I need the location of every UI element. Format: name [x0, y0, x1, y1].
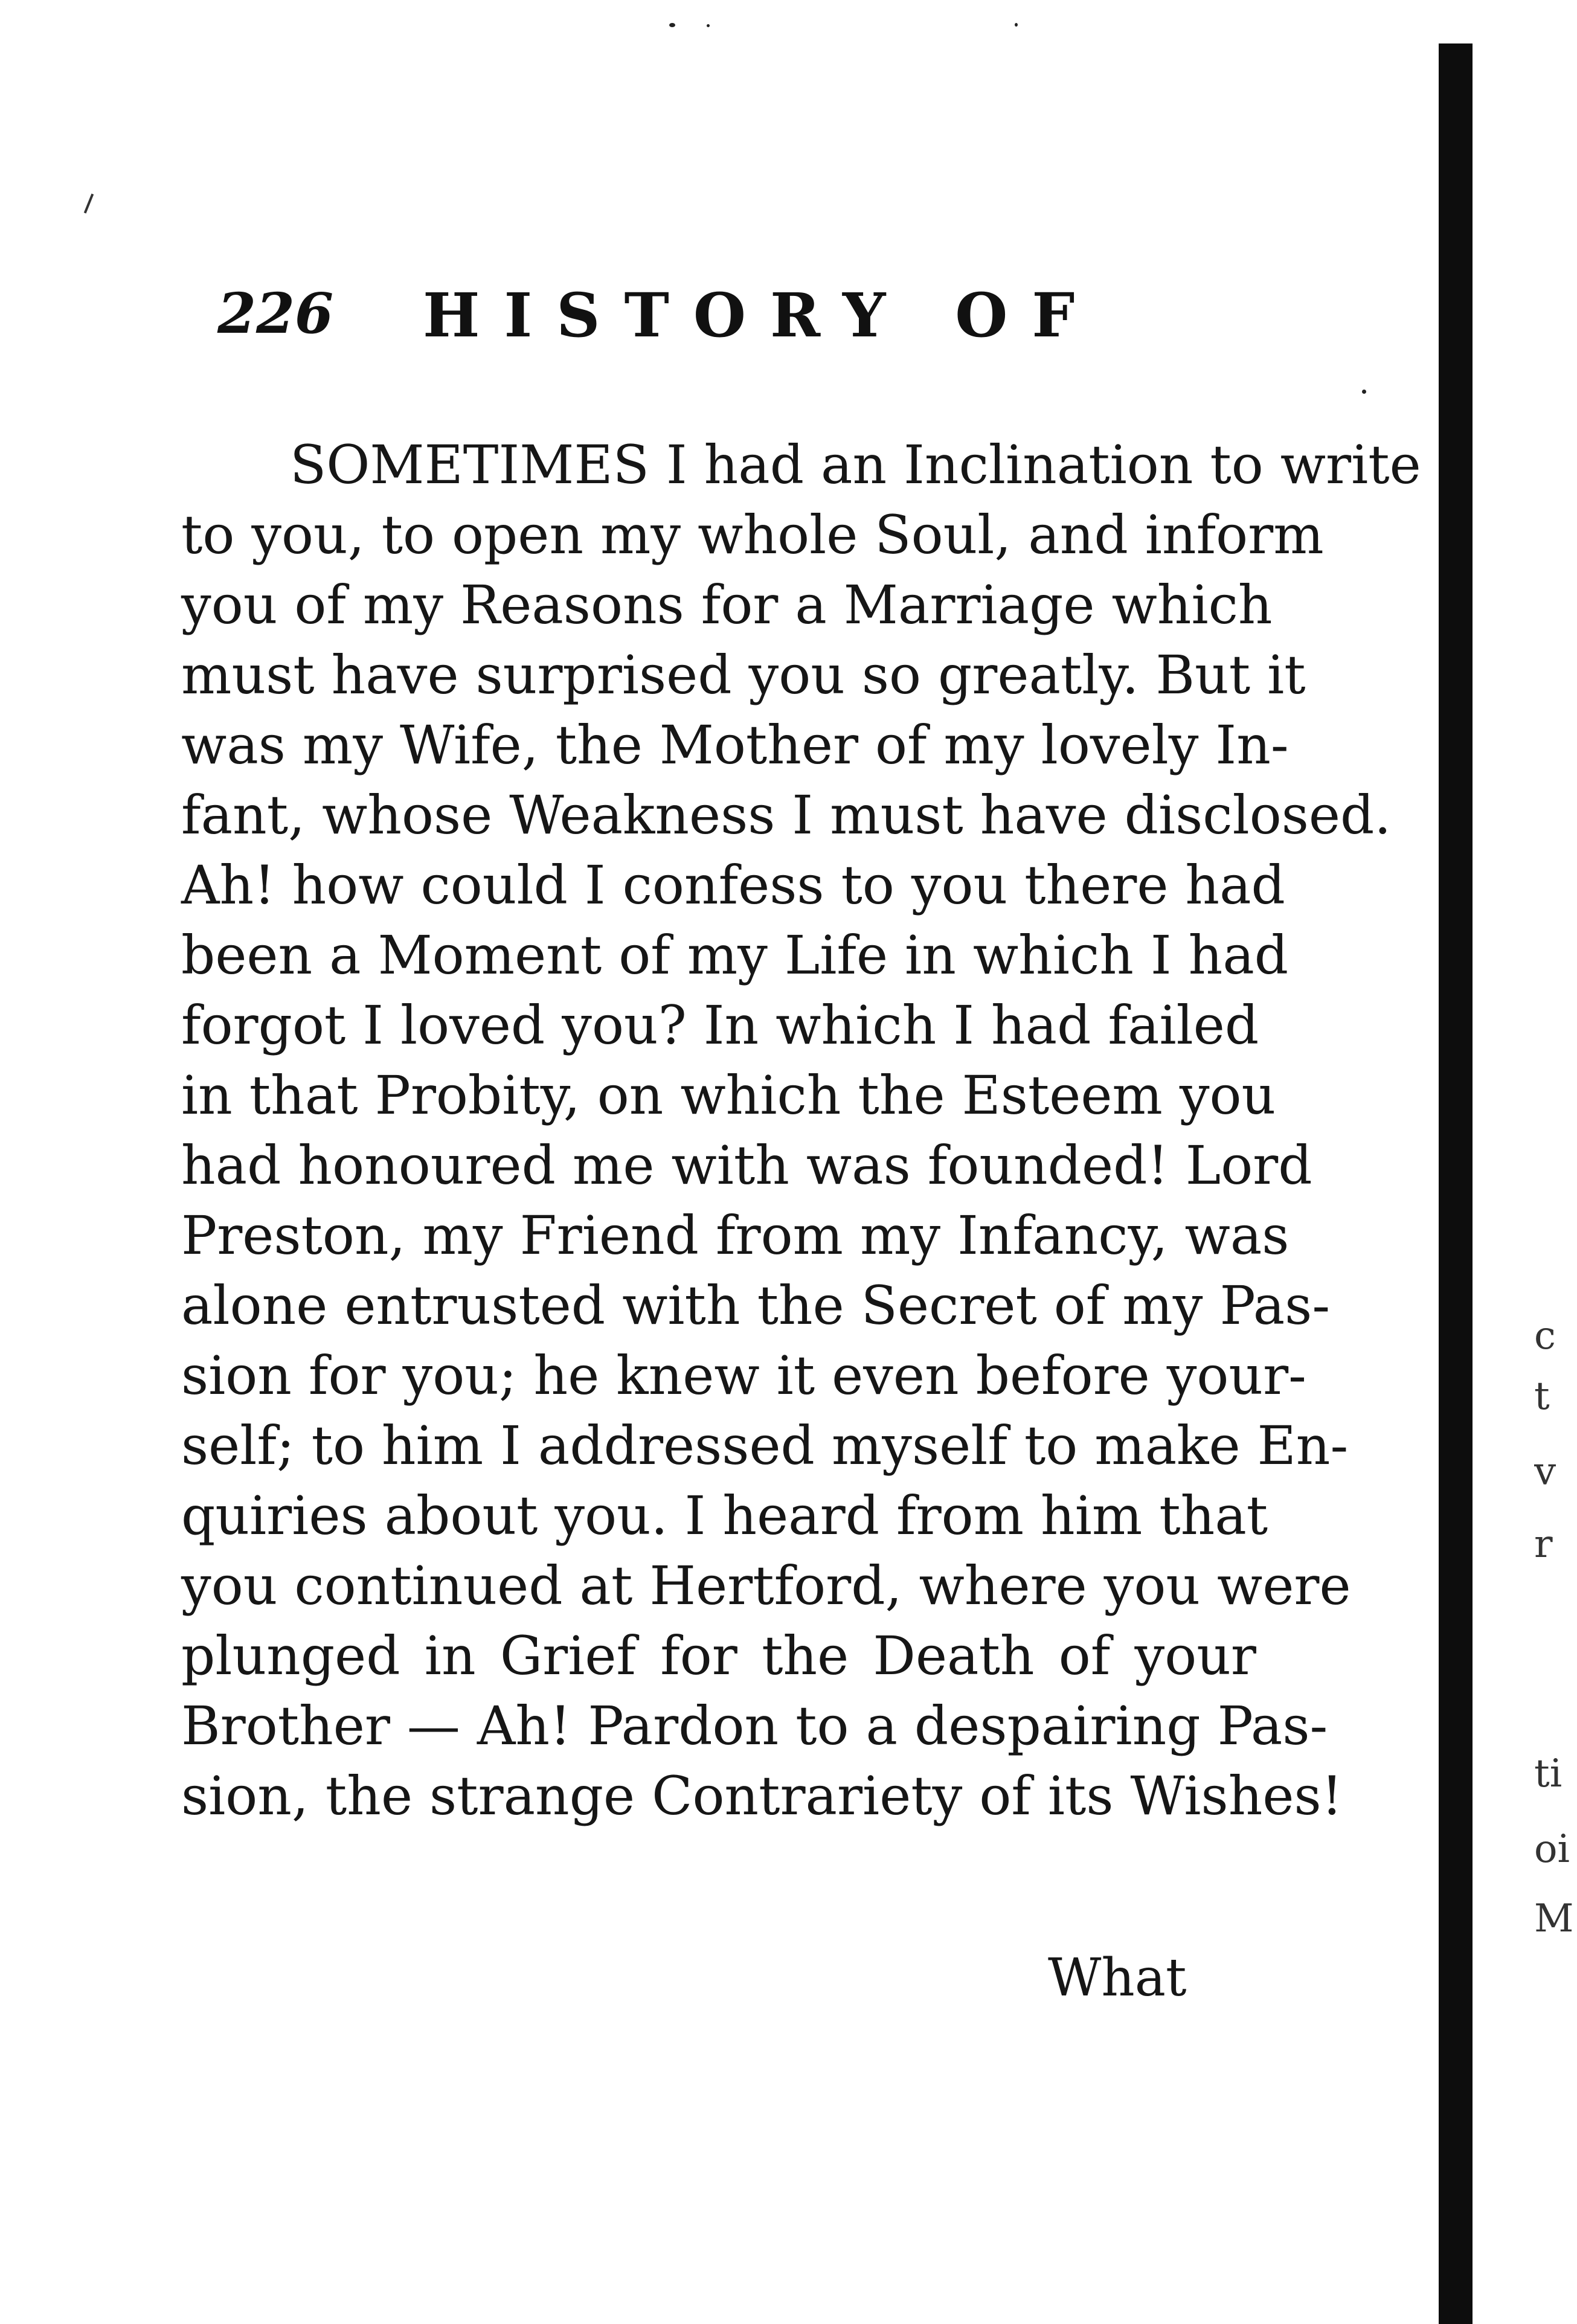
page-edge-shadow: [1439, 43, 1473, 2324]
text-line: must have surprised you so greatly. But it: [181, 644, 1306, 706]
bleed-through-letter: c: [1534, 1314, 1556, 1358]
text-line: quiries about you. I heard from him that: [181, 1485, 1268, 1547]
text-line: forgot I loved you? In which I had failed: [181, 994, 1259, 1056]
text-line: Brother — Ah! Pardon to a despairing Pas-: [181, 1695, 1328, 1757]
text-line: Preston, my Friend from my Infancy, was: [181, 1204, 1290, 1266]
running-head: HISTORY OF: [423, 280, 1099, 351]
bleed-through-letter: r: [1534, 1522, 1553, 1567]
page-number: 226: [217, 281, 334, 346]
text-line: self; to him I addressed myself to make En-: [181, 1414, 1349, 1477]
bleed-through-letter: t: [1534, 1374, 1550, 1419]
text-line: alone entrusted with the Secret of my Pas-: [181, 1274, 1331, 1337]
text-line: in that Probity, on which the Esteem you: [181, 1064, 1276, 1126]
body-text: [181, 430, 1421, 1831]
text-line: sion, the strange Contrariety of its Wishes!: [181, 1765, 1343, 1827]
text-line: was my Wife, the Mother of my lovely In-: [181, 714, 1289, 776]
scan-speck: [669, 23, 675, 27]
bleed-through-letter: v: [1534, 1449, 1556, 1494]
bleed-through-letter: M: [1534, 1896, 1574, 1941]
bleed-through-letter: ti: [1534, 1751, 1563, 1796]
scan-speck: [1362, 390, 1366, 394]
text-line: SOMETIMES I had an Inclination to write: [290, 434, 1421, 496]
page-header: [217, 275, 1123, 353]
text-line: you continued at Hertford, where you were: [181, 1555, 1351, 1617]
bleed-through-letter: oi: [1534, 1827, 1570, 1872]
text-line: to you, to open my whole Soul, and inform: [181, 504, 1324, 566]
scan-speck: [1015, 23, 1018, 27]
text-line: been a Moment of my Life in which I had: [181, 924, 1289, 986]
text-line: you of my Reasons for a Marriage which: [181, 574, 1273, 636]
text-line: had honoured me with was founded! Lord: [181, 1134, 1312, 1196]
text-line: fant, whose Weakness I must have disclosed.: [181, 784, 1392, 846]
scan-scratch: [84, 193, 94, 213]
text-line: sion for you; he knew it even before your-: [181, 1344, 1306, 1407]
text-line: Ah! how could I confess to you there had: [181, 854, 1285, 916]
text-line: plunged in Grief for the Death of your: [181, 1625, 1256, 1687]
catchword: What: [1048, 1948, 1187, 2008]
scan-speck: [707, 24, 710, 27]
